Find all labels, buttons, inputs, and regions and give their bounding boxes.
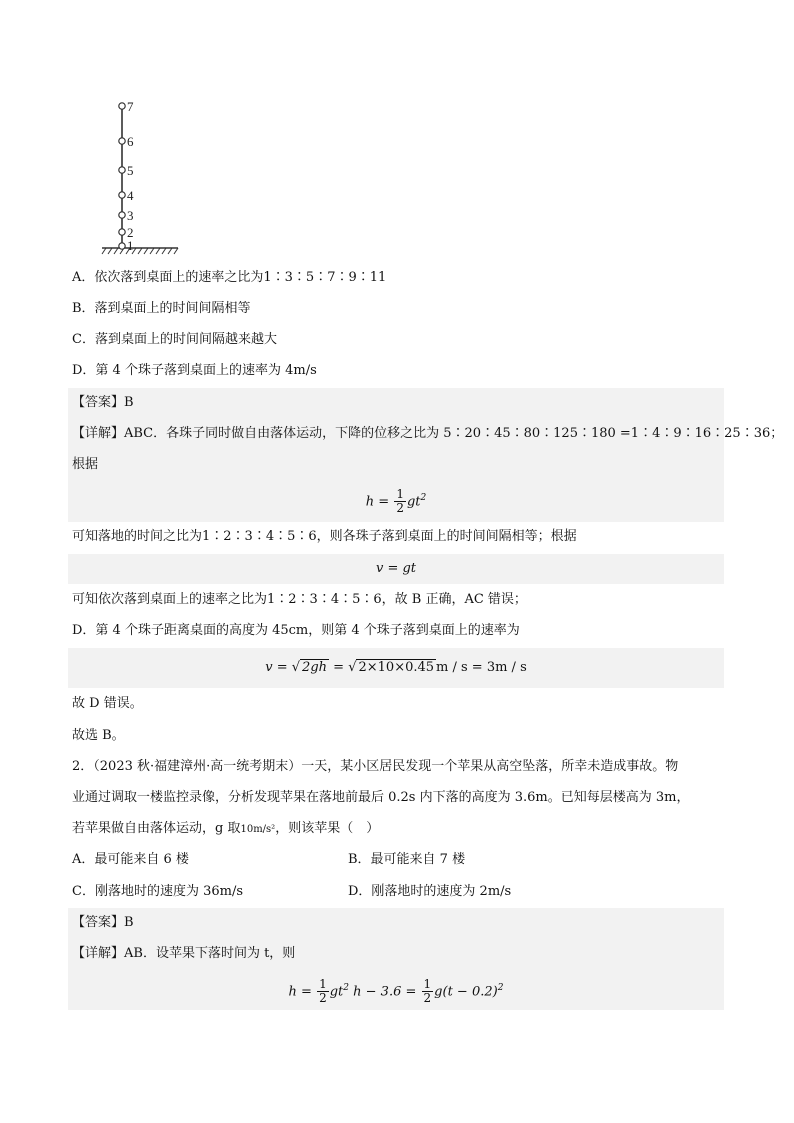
q1-detail-3: 可知落地的时间之比为1∶2∶3∶4∶5∶6，则各珠子落到桌面上的时间间隔相等；根据 [72,529,577,544]
q1-option-b: B．落到桌面上的时间间隔相等 [72,301,251,316]
ball-label-1: 1 [127,238,134,253]
q2-option-b: B．最可能来自 7 楼 [348,852,466,867]
q1-equation-h: h = $\frac{1}{2}$ $gt^2$ [365,487,427,516]
q1-detail-2: 根据 [72,457,99,472]
q1-option-a: A．依次落到桌面上的速率之比为1∶3∶5∶7∶9∶11 [72,270,387,285]
q1-equation-sqrt: v = √ 2gh = √ 2×10×0.45 m / s = 3m / s [265,660,527,675]
q1-detail-6: 故 D 错误。 [72,696,143,711]
ball-1 [119,243,125,249]
table-hatching [102,248,178,254]
q2-stem-2: 业通过调取一楼监控录像，分析发现苹果在落地前最后 0.2s 内下落的高度为 3.6m。已知每层楼高为 3m， [72,790,690,805]
q2-option-a: A．最可能来自 6 楼 [72,852,189,867]
q1-option-c: C．落到桌面上的时间间隔越来越大 [72,332,277,347]
q1-answer: 【答案】B [72,395,134,410]
ball-label-3: 3 [127,208,134,223]
ball-label-4: 4 [127,188,134,203]
q2-detail-1: 【详解】AB．设苹果下落时间为 t，则 [72,946,296,961]
q1-option-d: D．第 4 个珠子落到桌面上的速率为 4m/s [72,363,317,378]
q1-detail-1: 【详解】ABC．各珠子同时做自由落体运动，下降的位移之比为 5∶20∶45∶80∶125∶180 =1∶4∶9∶16∶25∶36； [72,426,784,441]
ball-label-6: 6 [127,134,134,149]
q2-answer: 【答案】B [72,915,134,930]
ball-7 [119,103,125,109]
q1-detail-7: 故选 B。 [72,728,125,743]
q1-equation-v: v = gt [375,561,417,576]
q1-detail-4: 可知依次落到桌面上的速率之比为1∶2∶3∶4∶5∶6，故 B 正确，AC 错误； [72,592,527,607]
ball-string-figure [100,96,190,262]
ball-label-7: 7 [127,99,134,114]
ball-label-5: 5 [127,163,134,178]
ball-4 [119,192,125,198]
ball-2 [119,229,125,235]
q1-detail-5: D．第 4 个珠子距离桌面的高度为 45cm，则第 4 个珠子落到桌面上的速率为 [72,623,520,638]
q2-option-d: D．刚落地时的速度为 2m/s [348,884,512,899]
q2-stem-1: 2．（2023 秋·福建漳州·高一统考期末）一天，某小区居民发现一个苹果从高空坠落，所幸未造成事故。物 [72,759,679,774]
q2-option-c: C．刚落地时的速度为 36m/s [72,884,243,899]
q2-stem-3: 若苹果做自由落体运动，g 取10m/s²，则该苹果（ ） [72,821,380,836]
ball-label-2: 2 [127,225,134,240]
ball-5 [119,167,125,173]
q2-equation: h = $\frac{1}{2}$ $gt^2$ h − 3.6 = $\frac{1}{2}$ $g(t - 0.2)^2$ [288,977,504,1006]
ball-3 [119,212,125,218]
ball-6 [119,138,125,144]
